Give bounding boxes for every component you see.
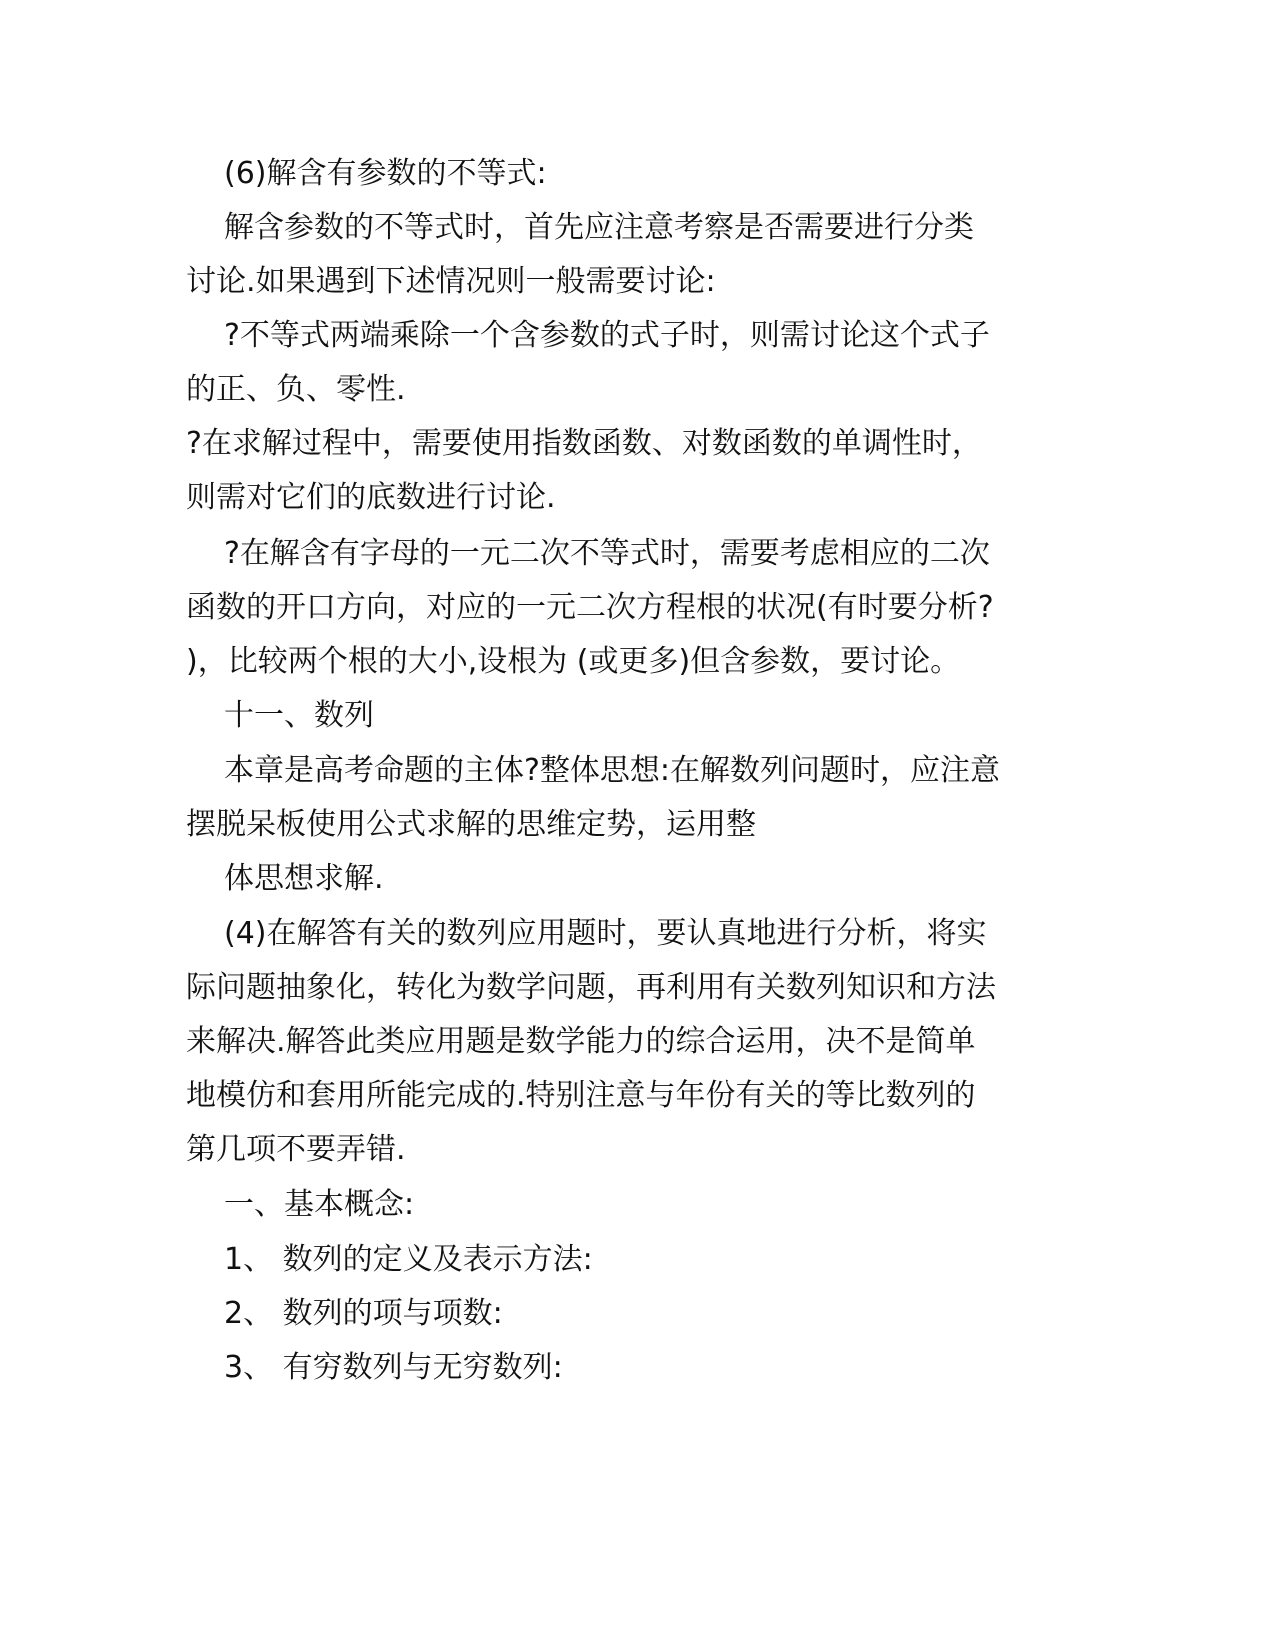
paragraph-line: 解含参数的不等式时，首先应注意考察是否需要进行分类 <box>224 210 974 245</box>
paragraph-line: )，比较两个根的大小,设根为 (或更多)但含参数，要讨论。 <box>186 644 961 679</box>
paragraph-line: ?在解含有字母的一元二次不等式时，需要考虑相应的二次 <box>224 536 990 571</box>
paragraph-line: 来解决.解答此类应用题是数学能力的综合运用，决不是简单 <box>186 1024 976 1059</box>
paragraph-line: 的正、负、零性. <box>186 372 406 407</box>
paragraph-line: ?在求解过程中，需要使用指数函数、对数函数的单调性时， <box>186 426 982 461</box>
paragraph-line: 本章是高考命题的主体?整体思想:在解数列问题时，应注意 <box>224 753 1001 788</box>
subsection-heading: (6)解含有参数的不等式: <box>224 156 547 191</box>
paragraph-line: 第几项不要弄错. <box>186 1132 406 1167</box>
paragraph-line: 则需对它们的底数进行讨论. <box>186 480 556 515</box>
paragraph-line: 摆脱呆板使用公式求解的思维定势，运用整 <box>186 807 756 842</box>
paragraph-line: 讨论.如果遇到下述情况则一般需要讨论: <box>186 264 716 299</box>
subsection-heading: 一、基本概念: <box>224 1187 415 1222</box>
list-item: 2、 数列的项与项数: <box>224 1296 503 1331</box>
list-item: 3、 有穷数列与无穷数列: <box>224 1350 563 1385</box>
paragraph-line: 地模仿和套用所能完成的.特别注意与年份有关的等比数列的 <box>186 1078 976 1113</box>
paragraph-line: (4)在解答有关的数列应用题时，要认真地进行分析，将实 <box>224 916 987 951</box>
section-heading: 十一、数列 <box>224 698 374 733</box>
paragraph-line: 际问题抽象化，转化为数学问题，再利用有关数列知识和方法 <box>186 970 996 1005</box>
paragraph-line: ?不等式两端乘除一个含参数的式子时，则需讨论这个式子 <box>224 318 990 353</box>
paragraph-line: 体思想求解. <box>224 861 384 896</box>
list-item: 1、 数列的定义及表示方法: <box>224 1242 593 1277</box>
paragraph-line: 函数的开口方向，对应的一元二次方程根的状况(有时要分析? <box>186 590 994 625</box>
